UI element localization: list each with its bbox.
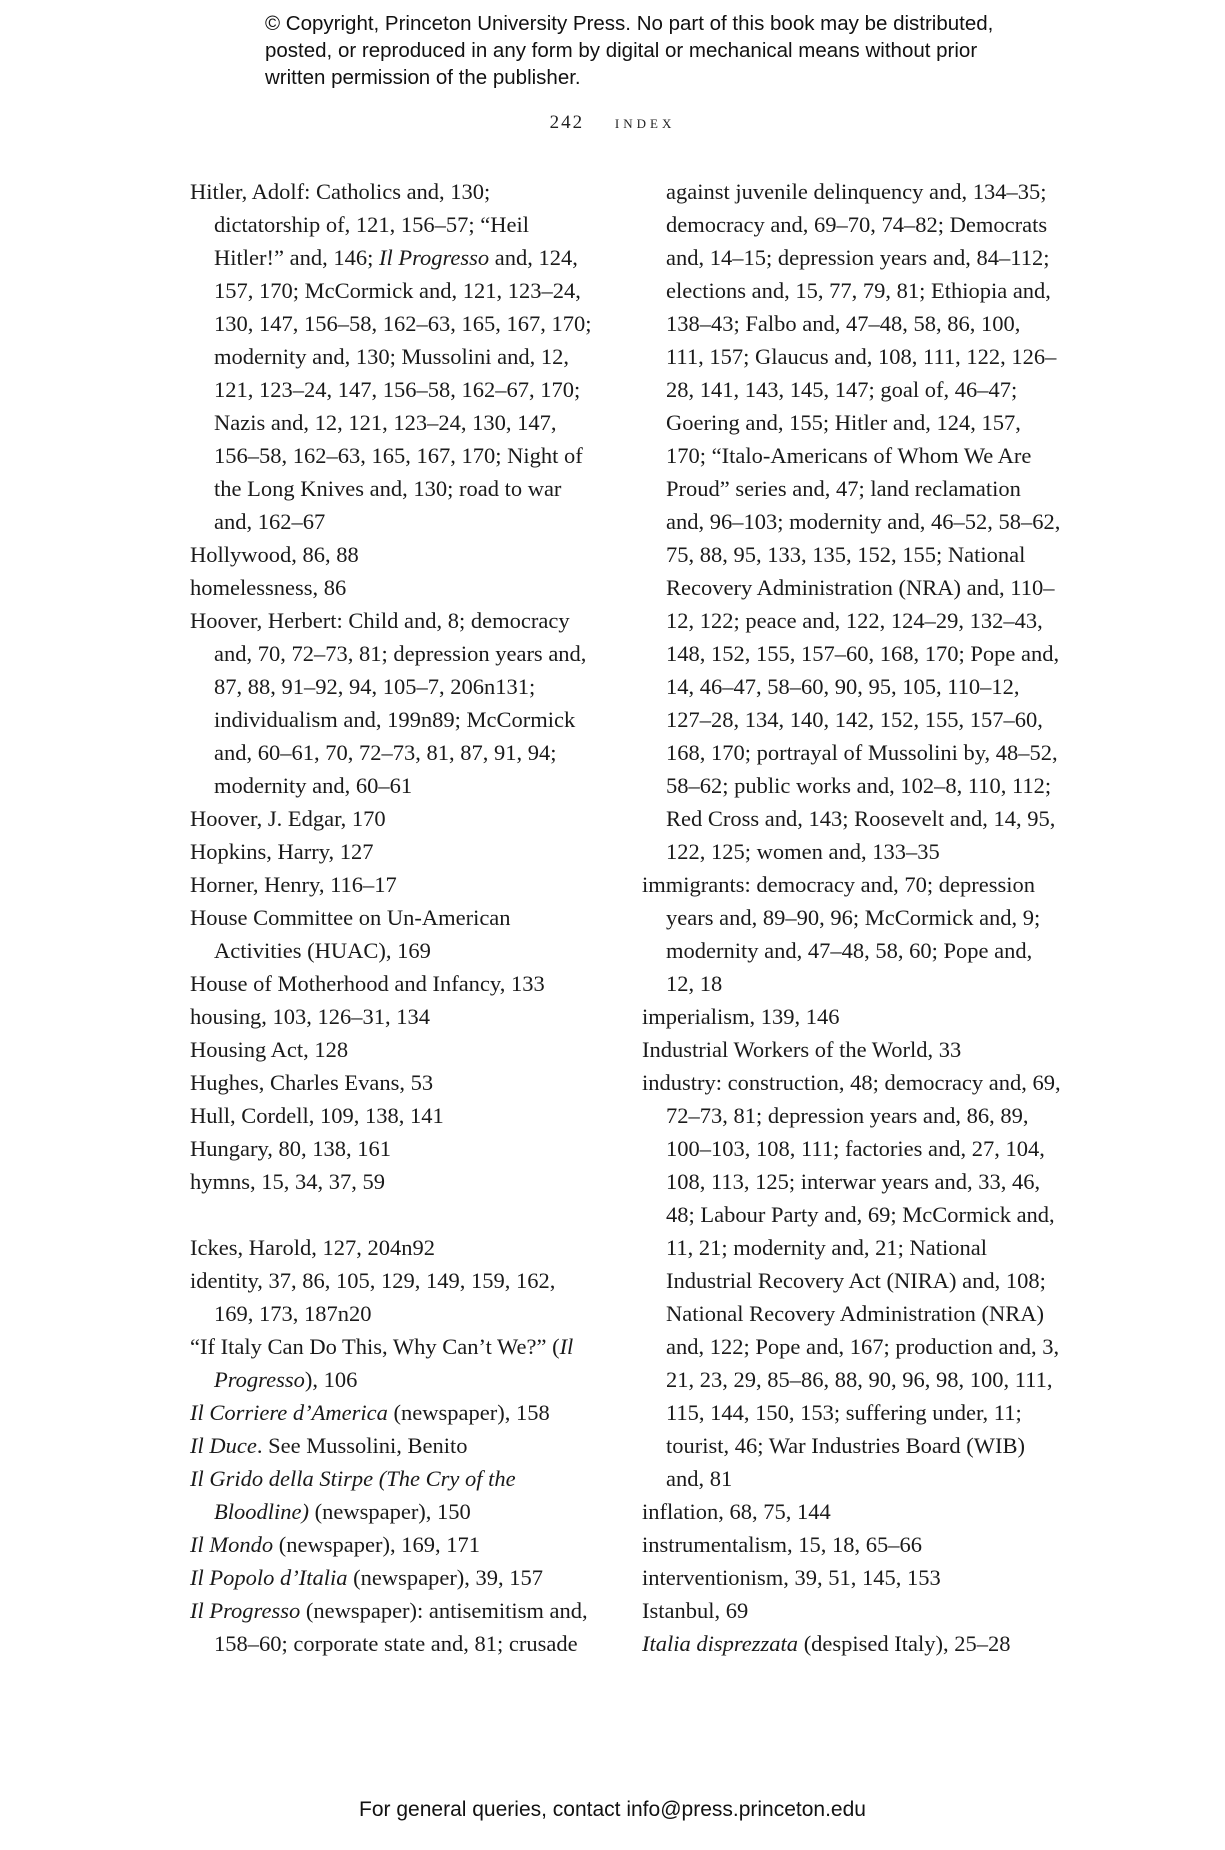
entry-text: . See Mussolini, Benito <box>256 1433 468 1458</box>
entry-text: Hollywood, 86, 88 <box>190 542 359 567</box>
entry-text: immigrants: democracy and, 70; depression years and, 89–90, 96; McCormick and, 9; modernity and, 47–48, 58, 60; Pope and, 12, 18 <box>642 872 1041 996</box>
index-column-left <box>190 175 600 1660</box>
index-entry <box>190 1132 600 1165</box>
entry-text: (newspaper), 39, 157 <box>347 1565 544 1590</box>
index-entry <box>190 967 600 1000</box>
index-entry <box>190 1231 600 1264</box>
italic-title: Italia disprezzata <box>642 1631 799 1656</box>
entry-text: interventionism, 39, 51, 145, 153 <box>642 1565 941 1590</box>
running-head <box>0 112 1225 134</box>
index-entry <box>190 1396 600 1429</box>
index-entry <box>190 1528 600 1561</box>
entry-text: Housing Act, 128 <box>190 1037 349 1062</box>
entry-text: Ickes, Harold, 127, 204n92 <box>190 1235 435 1260</box>
italic-title: Il Mondo <box>190 1532 274 1557</box>
index-entry <box>642 1561 1062 1594</box>
entry-text: housing, 103, 126–31, 134 <box>190 1004 431 1029</box>
entry-text: imperialism, 139, 146 <box>642 1004 840 1029</box>
entry-text: homelessness, 86 <box>190 575 347 600</box>
index-entry <box>190 1429 600 1462</box>
entry-text: ), 106 <box>304 1367 358 1392</box>
entry-text: (despised Italy), 25–28 <box>798 1631 1011 1656</box>
index-entry <box>190 1033 600 1066</box>
index-entry <box>190 1165 600 1198</box>
index-entry <box>190 1561 600 1594</box>
entry-text: (newspaper): antisemitism and, 158–60; corporate state and, 81; crusade <box>214 1598 588 1656</box>
index-entry <box>190 802 600 835</box>
entry-text: against juvenile delinquency and, 134–35; democracy and, 69–70, 74–82; Democrats and, 14–15; depression years and, 84–112; elections and, 15, 77, 79, 81; Ethiopia and, 138–43; Falbo and, 47–48, 58, 86, 100, 111, 157; Glaucus and, 108, 111, 122, 126–28, 141, 143, 145, 147; goal of, 46–47; Goering and, 155; Hitler and, 124, 157, 170; “Italo-Americans of Whom We Are Proud” series and, 47; land reclamation and, 96–103; modernity and, 46–52, 58–62, 75, 88, 95, 133, 135, 152, 155; National Recovery Administration (NRA) and, 110–12, 122; peace and, 122, 124–29, 132–43, 148, 152, 155, 157–60, 168, 170; Pope and, 14, 46–47, 58–60, 90, 95, 105, 110–12, 127–28, 134, 140, 142, 152, 155, 157–60, 168, 170; portrayal of Mussolini by, 48–52, 58–62; public works and, 102–8, 110, 112; Red Cross and, 143; Roosevelt and, 14, 95, 122, 125; women and, 133–35 <box>666 179 1061 864</box>
italic-title: Il Corriere d’America <box>190 1400 388 1425</box>
index-entry <box>642 1528 1062 1561</box>
entry-text: (newspaper), 150 <box>308 1499 471 1524</box>
index-entry <box>642 1066 1062 1495</box>
index-entry <box>642 868 1062 1000</box>
index-column-right <box>642 175 1062 1660</box>
index-entry <box>190 175 600 538</box>
index-entry <box>642 1000 1062 1033</box>
entry-text: Hungary, 80, 138, 161 <box>190 1136 392 1161</box>
entry-text: (newspaper), 169, 171 <box>273 1532 480 1557</box>
italic-title: Il Progresso <box>190 1598 301 1623</box>
italic-title: Il Popolo d’Italia <box>190 1565 348 1590</box>
index-entry <box>190 1066 600 1099</box>
italic-title: Il Progresso <box>214 1334 574 1392</box>
entry-text: industry: construction, 48; democracy and, 69, 72–73, 81; depression years and, 86, 89, 100–103, 108, 111; factories and, 27, 104, 108, 113, 125; interwar years and, 33, 46, 48; Labour Party and, 69; McCormick and, 11, 21; modernity and, 21; National Industrial Recovery Act (NIRA) and, 108; National Recovery Administration (NRA) and, 122; Pope and, 167; production and, 3, 21, 23, 29, 85–86, 88, 90, 96, 98, 100, 111, 115, 144, 150, 153; suffering under, 11; tourist, 46; War Industries Board (WIB) and, 81 <box>642 1070 1061 1491</box>
italic-title: Il Duce <box>190 1433 257 1458</box>
entry-text: Hoover, Herbert: Child and, 8; democracy and, 70, 72–73, 81; depression years and, 87, 88, 91–92, 94, 105–7, 206n131; individualism and, 199n89; McCormick and, 60–61, 70, 72–73, 81, 87, 91, 94; modernity and, 60–61 <box>190 608 587 798</box>
index-entry <box>642 1627 1062 1660</box>
entry-text: hymns, 15, 34, 37, 59 <box>190 1169 386 1194</box>
index-entry <box>190 1000 600 1033</box>
index-entry-continued <box>642 175 1062 868</box>
entry-text: House of Motherhood and Infancy, 133 <box>190 971 545 996</box>
entry-text: Hull, Cordell, 109, 138, 141 <box>190 1103 444 1128</box>
entry-text: Hoover, J. Edgar, 170 <box>190 806 386 831</box>
entry-text: and, 124, 157, 170; McCormick and, 121, 123–24, 130, 147, 156–58, 162–63, 165, 167, 170; modernity and, 130; Mussolini and, 12, 121, 123–24, 147, 156–58, 162–67, 170; Nazis and, 12, 121, 123–24, 130, 147, 156–58, 162–63, 165, 167, 170; Night of the Long Knives and, 130; road to war and, 162–67 <box>214 245 592 534</box>
section-title: index <box>614 112 676 133</box>
index-entry <box>190 868 600 901</box>
index-entry <box>190 901 600 967</box>
entry-text: “If Italy Can Do This, Why Can’t We?” ( <box>190 1334 560 1359</box>
index-entry <box>190 538 600 571</box>
entry-text: Horner, Henry, 116–17 <box>190 872 397 897</box>
index-entry <box>642 1594 1062 1627</box>
index-entry <box>190 571 600 604</box>
index-entry <box>190 1594 600 1660</box>
letter-group-gap <box>190 1198 600 1231</box>
index-entry <box>190 1330 600 1396</box>
entry-text: House Committee on Un-American Activities (HUAC), 169 <box>190 905 511 963</box>
italic-title: Il Grido della Stirpe (The Cry of the Bloodline) <box>190 1466 516 1524</box>
footer-contact: For general queries, contact info@press.princeton.edu <box>359 1798 866 1821</box>
page-number: 242 <box>549 112 585 133</box>
entry-text: inflation, 68, 75, 144 <box>642 1499 831 1524</box>
entry-text: instrumentalism, 15, 18, 65–66 <box>642 1532 922 1557</box>
copyright-notice: © Copyright, Princeton University Press. No part of this book may be distributed, posted, or reproduced in any form by digital or mechanical means without prior written permission of the publisher. <box>265 12 994 89</box>
entry-text: identity, 37, 86, 105, 129, 149, 159, 162, 169, 173, 187n20 <box>190 1268 556 1326</box>
index-entry <box>190 835 600 868</box>
entry-text: Industrial Workers of the World, 33 <box>642 1037 962 1062</box>
index-entry <box>190 1099 600 1132</box>
entry-text: Hughes, Charles Evans, 53 <box>190 1070 434 1095</box>
entry-text: (newspaper), 158 <box>387 1400 550 1425</box>
index-entry <box>190 1264 600 1330</box>
index-entry <box>642 1033 1062 1066</box>
entry-text: Hitler, Adolf: Catholics and, 130; dictatorship of, 121, 156–57; “Heil Hitler!” and, 146; <box>190 179 529 270</box>
entry-text: Istanbul, 69 <box>642 1598 749 1623</box>
index-entry <box>190 604 600 802</box>
italic-title: Il Progresso <box>378 245 490 270</box>
index-entry <box>642 1495 1062 1528</box>
index-entry <box>190 1462 600 1528</box>
entry-text: Hopkins, Harry, 127 <box>190 839 374 864</box>
